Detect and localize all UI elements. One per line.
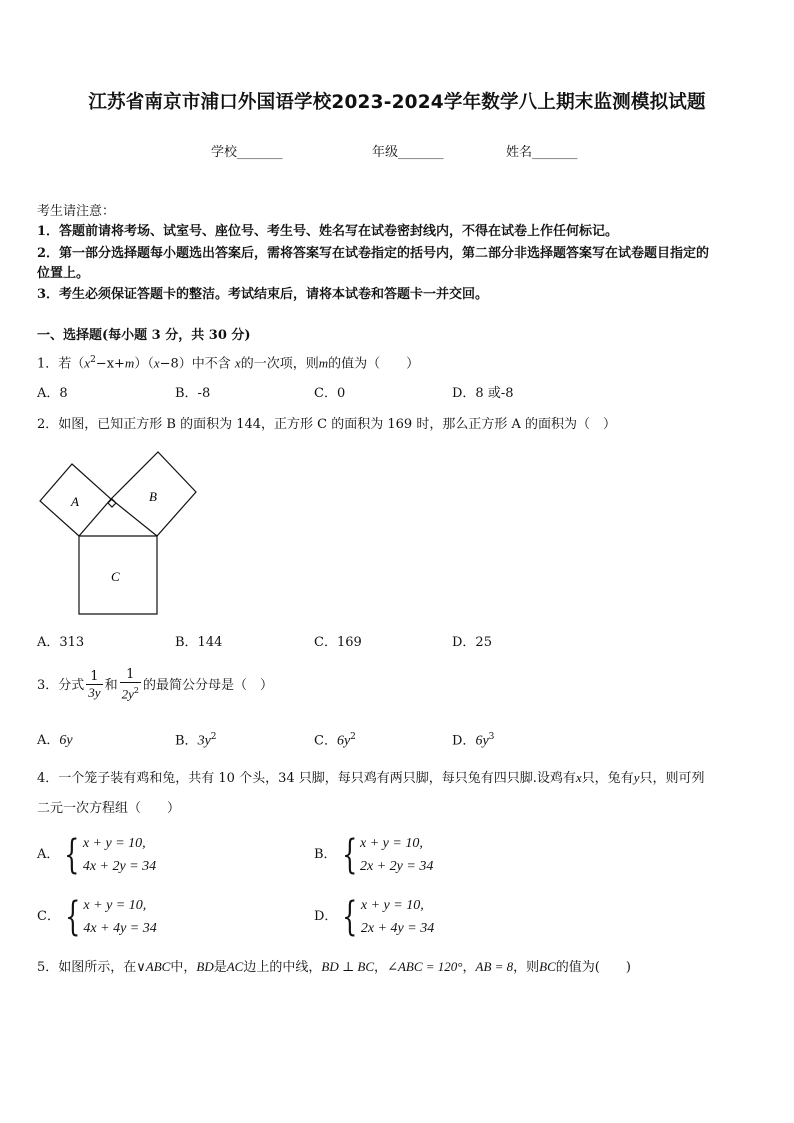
name-field: 姓名_______ bbox=[506, 145, 578, 160]
question-4-option-d[interactable]: D． { x + y = 10, 2x + 4y = 34 bbox=[314, 894, 435, 940]
grade-field: 年级_______ bbox=[372, 145, 444, 160]
question-4-stem-line2: 二元一次方程组（ ） bbox=[37, 801, 181, 816]
question-1-stem: 1．若$(x^2-x+m)(x-8)$中不含 x的一次项，则m的值为（ ） bbox=[37, 355, 420, 372]
question-1-option-a[interactable]: A．8 bbox=[37, 386, 68, 401]
question-2-option-c[interactable]: C．169 bbox=[314, 635, 362, 650]
question-2-option-d[interactable]: D．25 bbox=[452, 635, 492, 650]
question-1-option-c[interactable]: C．0 bbox=[314, 386, 346, 401]
fraction-1: $\frac{1}{3y}$ bbox=[88, 669, 101, 701]
question-4-option-c[interactable]: C． { x + y = 10, 4x + 4y = 34 bbox=[37, 894, 157, 940]
question-1-option-d[interactable]: D．8 或-8 bbox=[452, 386, 514, 401]
question-4-option-b[interactable]: B． { x + y = 10, 2x + 2y = 34 bbox=[314, 832, 434, 878]
notice-item: 3．考生必须保证答题卡的整洁。考试结束后，请将本试卷和答题卡一并交回。 bbox=[37, 287, 489, 302]
notice-item: 位置上。 bbox=[37, 266, 90, 281]
notice-item: 1．答题前请将考场、试室号、座位号、考生号、姓名写在试卷密封线内，不得在试卷上作任何标记。 bbox=[37, 224, 619, 239]
squares-figure bbox=[36, 450, 201, 618]
question-2-option-a[interactable]: A．313 bbox=[37, 635, 85, 650]
question-3-stem: 3．分式 $\frac{1}{3y}$ 和 $\frac{1}{2y^2}$ 的最简公分母是（ ） bbox=[37, 667, 273, 702]
notice-item: 2．第一部分选择题每小题选出答案后，需将答案写在试卷指定的括号内，第二部分非选择题答案写在试卷题目指定的 bbox=[37, 246, 710, 261]
question-3-option-a[interactable]: A．6y bbox=[37, 733, 73, 748]
question-4-option-a[interactable]: A． { x + y = 10, 4x + 2y = 34 bbox=[37, 832, 157, 878]
notice-heading: 考生请注意： bbox=[37, 204, 116, 219]
fraction-2: $\frac{1}{2y^2}$ bbox=[121, 667, 139, 702]
school-field: 学校_______ bbox=[211, 145, 283, 160]
label-b: B bbox=[149, 489, 157, 504]
question-1-option-b[interactable]: B．-8 bbox=[175, 386, 211, 401]
label-c: C bbox=[111, 569, 120, 584]
question-4-stem-line1: 4．一个笼子装有鸡和兔，共有 10 个头，34 只脚，每只鸡有两只脚，每只兔有四只脚.设鸡有x只，兔有y只，则可列 bbox=[37, 770, 705, 786]
question-3-option-d[interactable]: D．$6y^3$ bbox=[452, 732, 495, 749]
page-title: 江苏省南京市浦口外国语学校2023-2024学年数学八上期末监测模拟试题 bbox=[88, 92, 706, 113]
question-3-option-c[interactable]: C．$6y^2$ bbox=[314, 732, 356, 749]
label-a: A bbox=[71, 494, 79, 509]
question-5-stem: 5．如图所示，在∨ABC中，BD是AC边上的中线，BD ⊥ BC，∠ABC = 120°，AB = 8，则BC的值为( ) bbox=[37, 959, 631, 975]
question-3-option-b[interactable]: B．$3y^2$ bbox=[175, 732, 217, 749]
section-heading: 一、选择题(每小题 3 分，共 30 分) bbox=[37, 328, 251, 343]
question-2-option-b[interactable]: B．144 bbox=[175, 635, 223, 650]
question-2-stem: 2．如图，已知正方形 B 的面积为 144，正方形 C 的面积为 169 时，那么正方形 A 的面积为（ ） bbox=[37, 417, 616, 432]
